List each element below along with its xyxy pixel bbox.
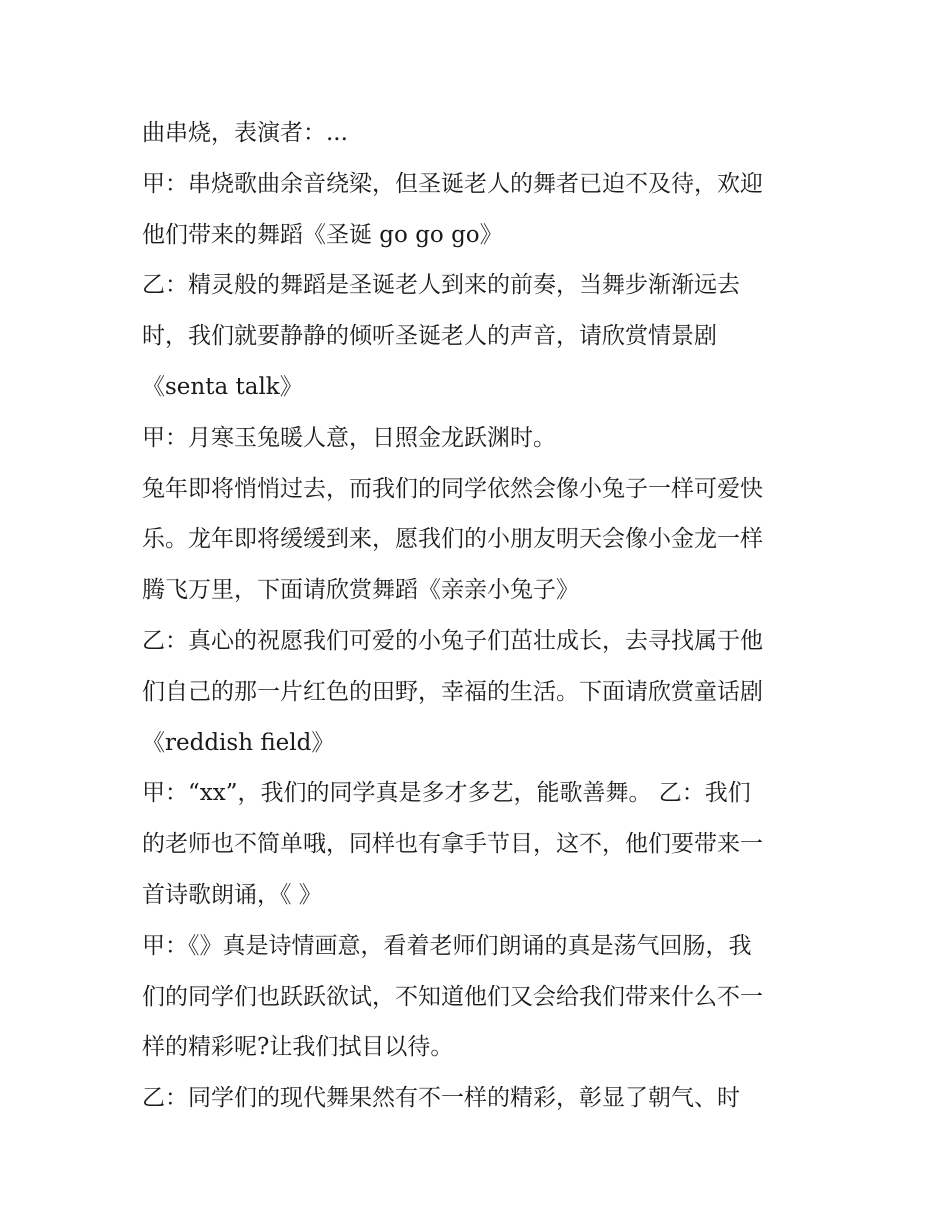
text-line: 他们带来的舞蹈《圣诞 go go go》 <box>142 221 503 248</box>
text-line: 甲：串烧歌曲余音绕梁，但圣诞老人的舞者已迫不及待，欢迎 <box>142 170 763 197</box>
text-line: 曲串烧，表演者：... <box>142 120 348 146</box>
text-line: 甲：“xx”，我们的同学真是多才多艺，能歌善舞。 乙：我们 <box>142 780 751 807</box>
text-line: 兔年即将悄悄过去，而我们的同学依然会像小兔子一样可爱快 <box>142 475 763 502</box>
text-line: 们自己的那一片红色的田野，幸福的生活。下面请欣赏童话剧 <box>142 678 763 705</box>
body-text <box>142 108 822 1124</box>
text-line: 甲：月寒玉兔暖人意，日照金龙跃渊时。 <box>142 424 556 451</box>
text-line: 《senta talk》 <box>142 373 303 400</box>
text-line: 时，我们就要静静的倾听圣诞老人的声音，请欣赏情景剧 <box>142 323 717 350</box>
text-line: 腾飞万里，下面请欣赏舞蹈《亲亲小兔子》 <box>142 577 579 604</box>
text-line: 乙：同学们的现代舞果然有不一样的精彩，彰显了朝气、时 <box>142 1085 740 1112</box>
text-line: 甲：《》真是诗情画意，看着老师们朗诵的真是荡气回肠，我 <box>142 932 752 959</box>
text-line: 们的同学们也跃跃欲试，不知道他们又会给我们带来什么不一 <box>142 983 763 1010</box>
text-line: 首诗歌朗诵，《 》 <box>142 881 322 908</box>
text-line: 样的精彩呢?让我们拭目以待。 <box>142 1034 454 1061</box>
text-line: 乙：精灵般的舞蹈是圣诞老人到来的前奏，当舞步渐渐远去 <box>142 272 740 299</box>
text-line: 乙：真心的祝愿我们可爱的小兔子们茁壮成长，去寻找属于他 <box>142 627 763 654</box>
text-line: 《reddish field》 <box>142 729 335 756</box>
text-line: 的老师也不简单哦，同样也有拿手节目，这不，他们要带来一 <box>142 831 763 858</box>
text-line: 乐。龙年即将缓缓到来，愿我们的小朋友明天会像小金龙一样 <box>142 526 763 553</box>
